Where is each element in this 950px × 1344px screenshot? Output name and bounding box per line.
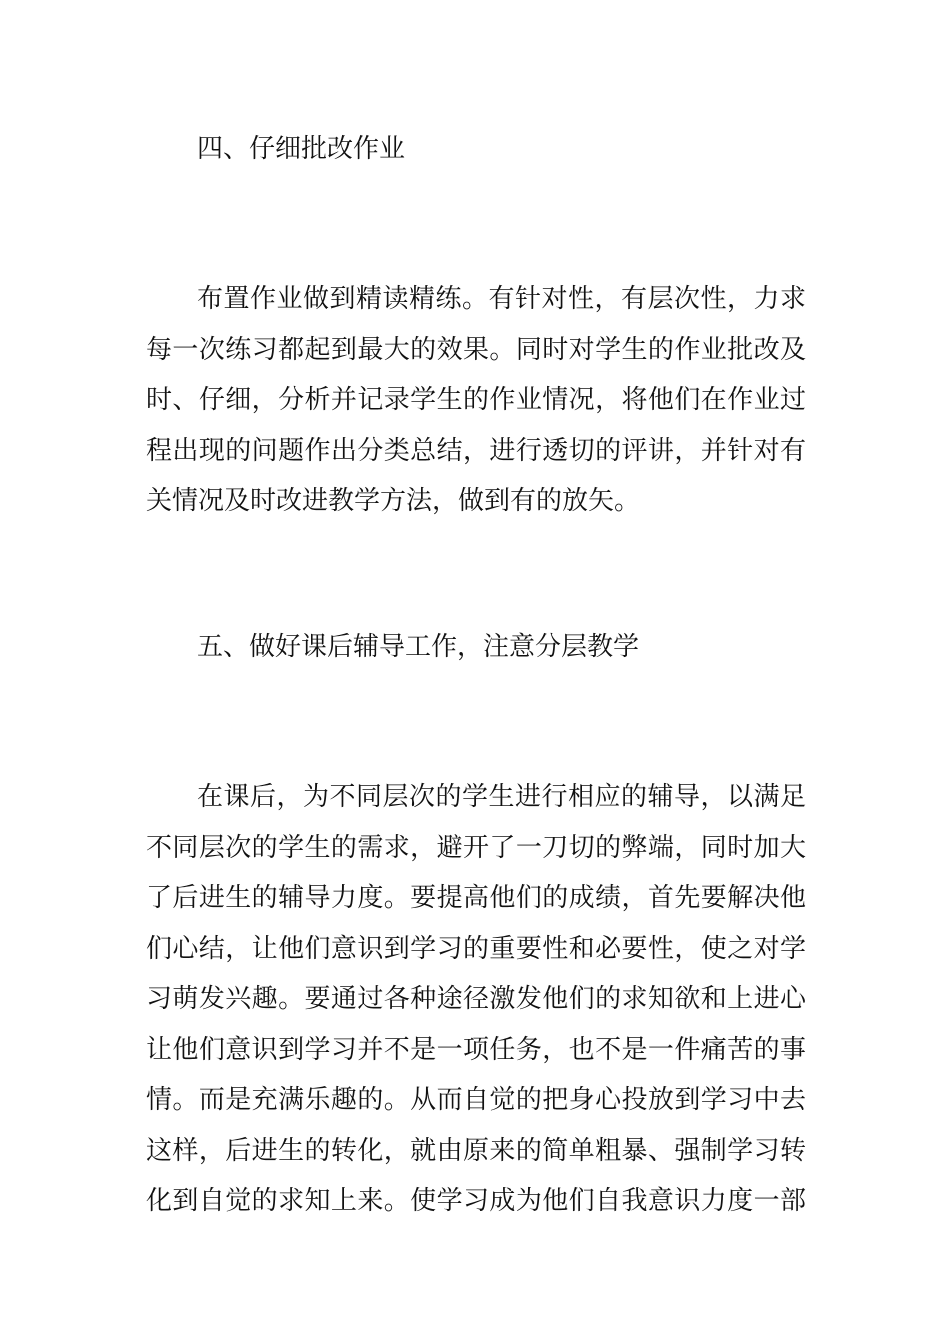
paragraph-line: 每一次练习都起到最大的效果。同时对学生的作业批改及: [146, 334, 806, 365]
section-4-paragraph: [146, 274, 806, 527]
section-5-paragraph: [146, 772, 806, 1227]
paragraph-line: 布置作业做到精读精练。有针对性，有层次性，力求: [197, 284, 806, 314]
paragraph-line: 习萌发兴趣。要通过各种途径激发他们的求知欲和上进心: [146, 984, 806, 1014]
paragraph-line: 时、仔细，分析并记录学生的作业情况，将他们在作业过: [146, 385, 806, 415]
paragraph-line: 情。而是充满乐趣的。从而自觉的把身心投放到学习中去: [146, 1085, 806, 1115]
paragraph-line: 这样，后进生的转化，就由原来的简单粗暴、强制学习转: [146, 1135, 806, 1166]
paragraph-line: 在课后，为不同层次的学生进行相应的辅导，以满足: [197, 782, 806, 812]
paragraph-line: 了后进生的辅导力度。要提高他们的成绩，首先要解决他: [146, 883, 806, 913]
paragraph-line: 不同层次的学生的需求，避开了一刀切的弊端，同时加大: [146, 832, 806, 863]
section-4-heading: 四、仔细批改作业: [197, 134, 406, 164]
section-5-heading: 五、做好课后辅导工作，注意分层教学: [197, 632, 640, 662]
paragraph-line: 们心结，让他们意识到学习的重要性和必要性，使之对学: [146, 933, 806, 964]
paragraph-line: 让他们意识到学习并不是一项任务，也不是一件痛苦的事: [146, 1034, 806, 1065]
paragraph-line: 关情况及时改进教学方法，做到有的放矢。: [146, 486, 641, 516]
paragraph-line: 程出现的问题作出分类总结，进行透切的评讲，并针对有: [146, 435, 806, 466]
paragraph-line: 化到自觉的求知上来。使学习成为他们自我意识力度一部: [146, 1186, 806, 1216]
